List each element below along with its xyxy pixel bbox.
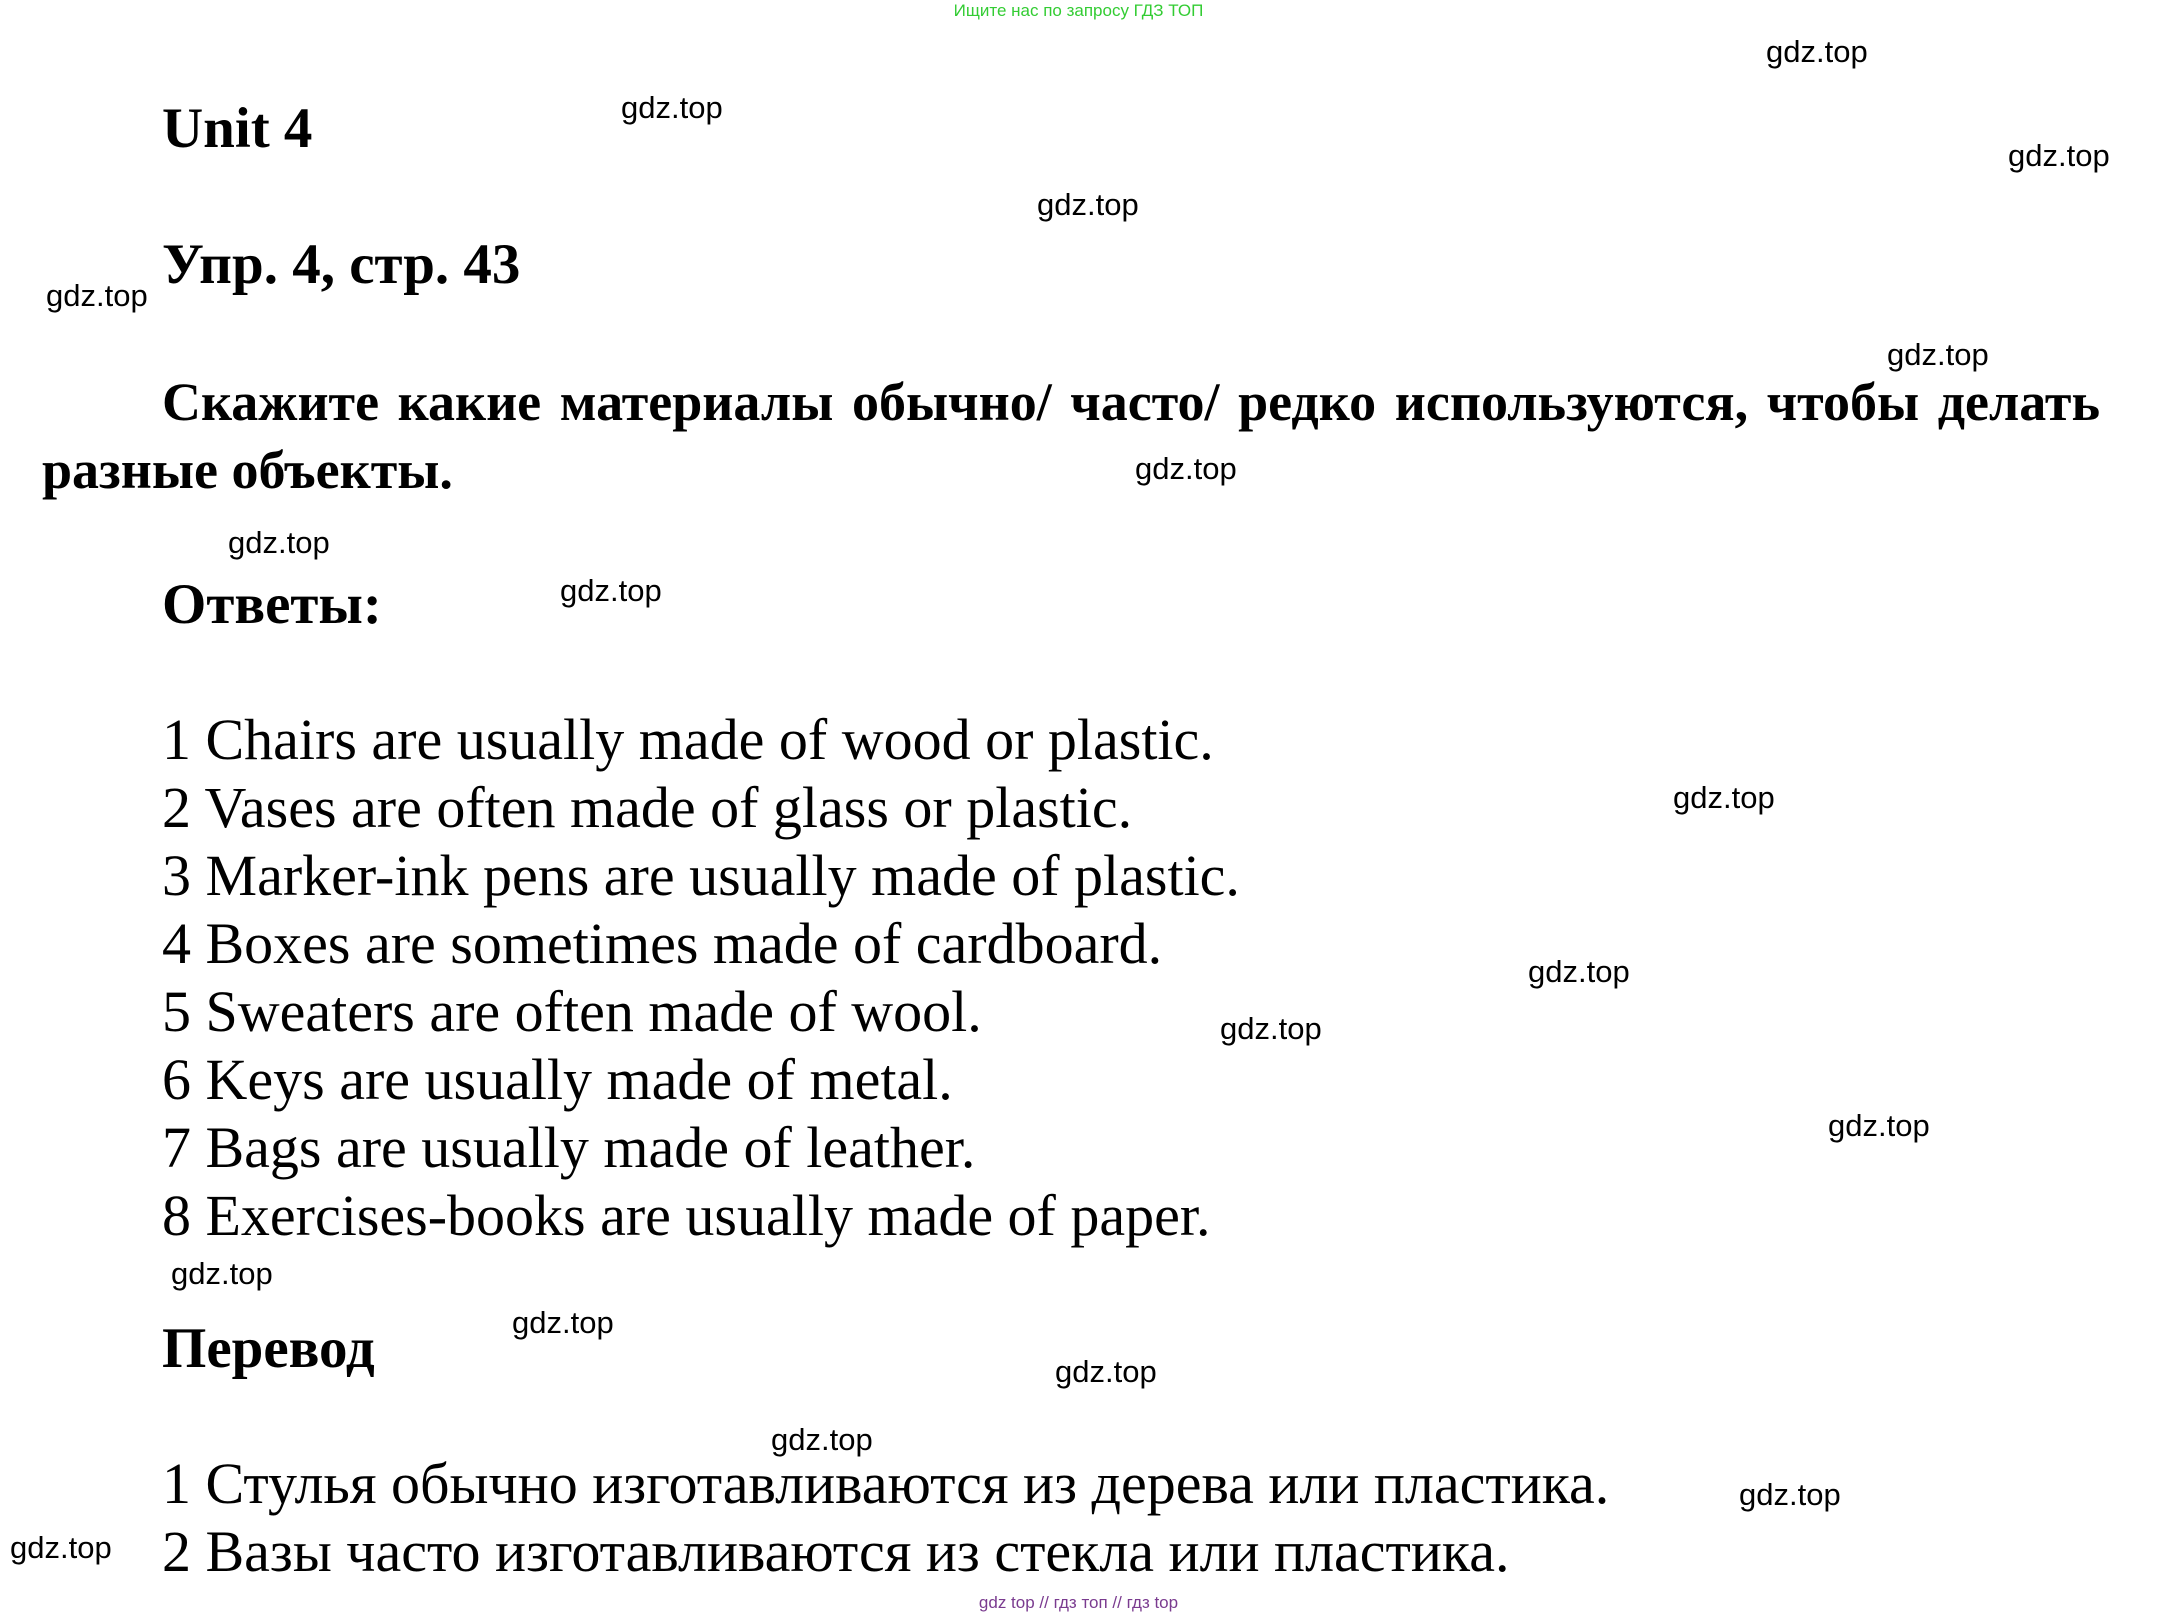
watermark: gdz.top (1766, 34, 1868, 69)
watermark: gdz.top (171, 1256, 273, 1291)
answers-list (162, 706, 1240, 1250)
unit-title: Unit 4 (162, 97, 313, 160)
answer-item: 5 Sweaters are often made of wool. (162, 979, 982, 1044)
translation-item: 1 Стулья обычно изготавливаются из дерева или пластика. (162, 1451, 1610, 1516)
translation-item: 2 Вазы часто изготавливаются из стекла или пластика. (162, 1519, 1510, 1584)
watermark: gdz.top (1828, 1108, 1930, 1143)
watermark: gdz.top (1037, 187, 1139, 222)
watermark: gdz.top (1220, 1011, 1322, 1046)
translation-heading: Перевод (162, 1317, 375, 1380)
watermark: gdz.top (1055, 1354, 1157, 1389)
answer-item: 7 Bags are usually made of leather. (162, 1115, 976, 1180)
answer-item: 1 Chairs are usually made of wood or plastic. (162, 707, 1214, 772)
watermark: gdz.top (2008, 138, 2110, 173)
watermark: gdz.top (10, 1530, 112, 1565)
watermark: gdz.top (1673, 780, 1775, 815)
translation-list (162, 1450, 1609, 1586)
answers-heading: Ответы: (162, 573, 382, 636)
watermark: gdz.top (228, 525, 330, 560)
watermark: gdz.top (771, 1422, 873, 1457)
bottom-banner: gdz top // гдз топ // гдз top (978, 1593, 1179, 1612)
watermark: gdz.top (512, 1305, 614, 1340)
answer-item: 6 Keys are usually made of metal. (162, 1047, 953, 1112)
watermark: gdz.top (1135, 451, 1237, 486)
watermark: gdz.top (46, 278, 148, 313)
top-banner: Ищите нас по запросу ГДЗ ТОП (953, 1, 1204, 20)
exercise-title: Упр. 4, стр. 43 (162, 233, 521, 296)
task-instruction: Скажите какие материалы обычно/ часто/ редко используются, чтобы делать разные объекты. (42, 372, 2100, 500)
answer-item: 3 Marker-ink pens are usually made of plastic. (162, 843, 1240, 908)
watermark: gdz.top (1887, 337, 1989, 372)
answer-item: 4 Boxes are sometimes made of cardboard. (162, 911, 1163, 976)
answer-item: 8 Exercises-books are usually made of paper. (162, 1183, 1211, 1248)
answer-item: 2 Vases are often made of glass or plastic. (162, 775, 1133, 840)
watermark: gdz.top (621, 90, 723, 125)
watermark: gdz.top (560, 573, 662, 608)
watermark: gdz.top (1528, 954, 1630, 989)
watermark: gdz.top (1739, 1477, 1841, 1512)
